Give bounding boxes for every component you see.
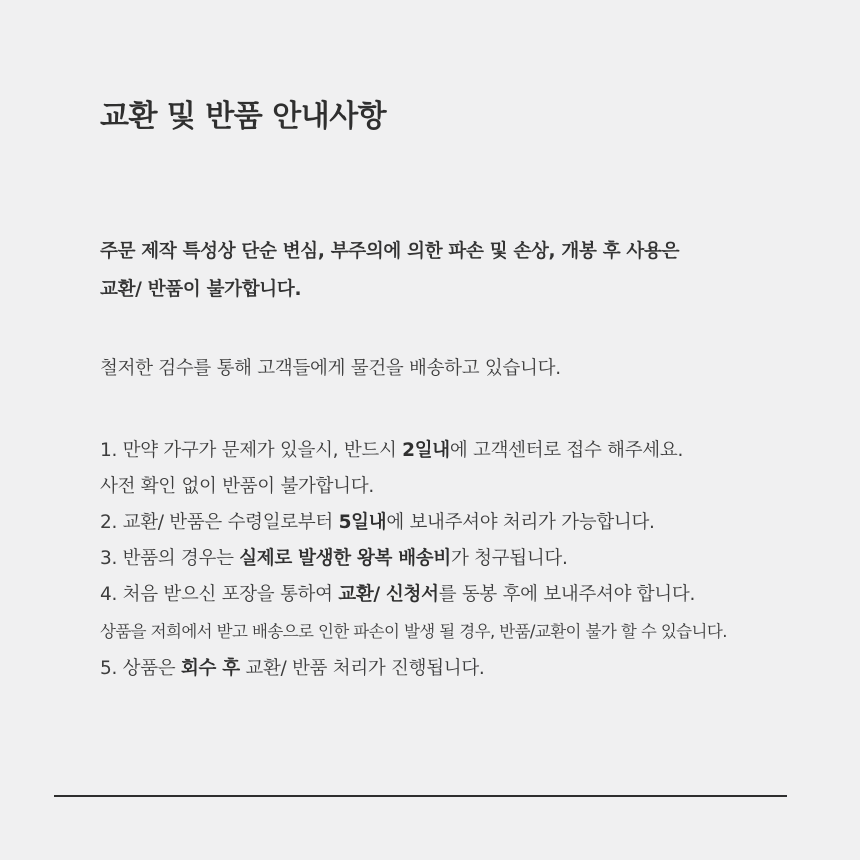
rule-4-emphasis: 교환/ 신청서 [338, 584, 439, 605]
rule-4-text: 4. 처음 받으신 포장을 통하여 [100, 584, 339, 605]
rule-4-text-end: 를 동봉 후에 보내주셔야 합니다. [438, 584, 696, 605]
warning-line-1: 주문 제작 특성상 단순 변심, 부주의에 의한 파손 및 손상, 개봉 후 사용은 [100, 241, 680, 262]
bottom-divider [54, 795, 787, 797]
rule-1 [100, 433, 840, 469]
rule-5-emphasis: 회수 후 [180, 658, 240, 679]
rule-1-note: 사전 확인 없이 반품이 불가합니다. [100, 476, 374, 497]
rule-3 [100, 541, 840, 577]
rule-3-text: 3. 반품의 경우는 [100, 548, 240, 569]
rule-1-text-end: 에 고객센터로 접수 해주세요. [449, 440, 684, 461]
rule-2-emphasis: 5일내 [338, 512, 387, 533]
rule-2-text: 2. 교환/ 반품은 수령일로부터 [100, 512, 339, 533]
rule-5-text: 5. 상품은 [100, 658, 181, 679]
rule-4-note: 상품을 저희에서 받고 배송으로 인한 파손이 발생 될 경우, 반품/교환이 불가 할 수 있습니다. [100, 622, 727, 641]
page-title: 교환 및 반품 안내사항 [100, 99, 387, 134]
rule-4 [100, 577, 840, 613]
rule-1-emphasis: 2일내 [402, 440, 450, 461]
rule-2 [100, 505, 840, 541]
warning-notice [100, 233, 800, 309]
rule-5-text-end: 교환/ 반품 처리가 진행됩니다. [239, 658, 485, 679]
rule-3-text-end: 가 청구됩니다. [450, 548, 568, 569]
intro-text: 철저한 검수를 통해 고객들에게 물건을 배송하고 있습니다. [100, 358, 561, 379]
rule-3-emphasis: 실제로 발생한 왕복 배송비 [239, 548, 451, 569]
rule-2-text-end: 에 보내주셔야 처리가 가능합니다. [386, 512, 655, 533]
rule-1-text: 1. 만약 가구가 문제가 있을시, 반드시 [100, 440, 403, 461]
rule-5 [100, 651, 840, 687]
rules-list [100, 433, 840, 687]
warning-line-2: 교환/ 반품이 불가합니다. [100, 279, 302, 300]
